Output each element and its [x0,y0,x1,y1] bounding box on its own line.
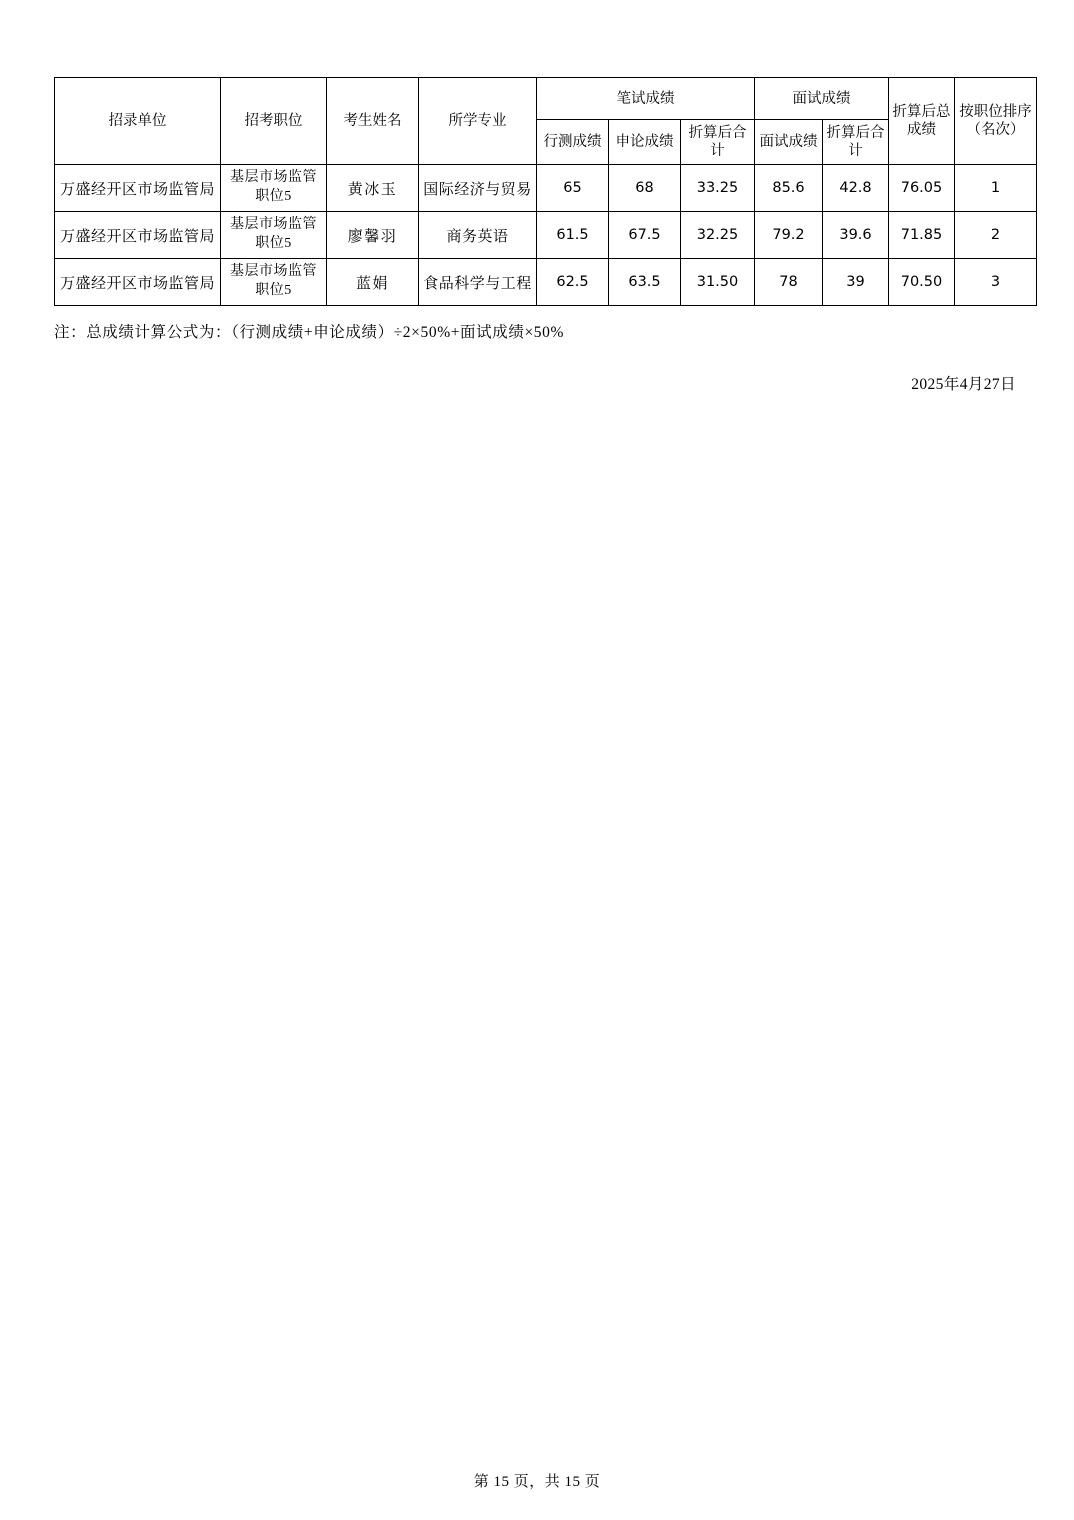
table-row [55,165,1037,212]
cell-name: 黄冰玉 [327,165,419,212]
header-total: 折算后总成绩 [889,78,955,165]
cell-name: 廖馨羽 [327,212,419,259]
cell-unit: 万盛经开区市场监管局 [55,165,221,212]
cell-position: 基层市场监管职位5 [221,212,327,259]
header-major: 所学专业 [419,78,537,165]
cell-written-shenlun: 67.5 [609,212,681,259]
header-written-converted: 折算后合计 [681,120,755,165]
cell-written-converted: 32.25 [681,212,755,259]
header-written-xingce: 行测成绩 [537,120,609,165]
cell-written-xingce: 61.5 [537,212,609,259]
header-interview-score: 面试成绩 [755,120,823,165]
cell-interview-score: 85.6 [755,165,823,212]
table-header [55,78,1037,165]
cell-rank: 2 [955,212,1037,259]
cell-rank: 3 [955,259,1037,306]
cell-interview-score: 79.2 [755,212,823,259]
cell-unit: 万盛经开区市场监管局 [55,212,221,259]
cell-written-shenlun: 63.5 [609,259,681,306]
cell-unit: 万盛经开区市场监管局 [55,259,221,306]
cell-written-xingce: 62.5 [537,259,609,306]
cell-major: 国际经济与贸易 [419,165,537,212]
cell-written-xingce: 65 [537,165,609,212]
header-rank: 按职位排序（名次） [955,78,1037,165]
table-body [55,165,1037,306]
header-written-shenlun: 申论成绩 [609,120,681,165]
scores-table [54,77,1037,306]
cell-major: 商务英语 [419,212,537,259]
cell-rank: 1 [955,165,1037,212]
document-date: 2025年4月27日 [911,376,1016,393]
cell-interview-score: 78 [755,259,823,306]
header-written-group: 笔试成绩 [537,78,755,120]
table-row [55,259,1037,306]
page-footer: 第 15 页，共 15 页 [473,1474,601,1490]
cell-total: 76.05 [889,165,955,212]
header-interview-group: 面试成绩 [755,78,889,120]
cell-interview-converted: 39 [823,259,889,306]
header-name: 考生姓名 [327,78,419,165]
cell-position: 基层市场监管职位5 [221,259,327,306]
cell-total: 71.85 [889,212,955,259]
cell-interview-converted: 42.8 [823,165,889,212]
table-row [55,212,1037,259]
table-header-row-1 [55,78,1037,120]
formula-note: 注：总成绩计算公式为：（行测成绩+申论成绩）÷2×50%+面试成绩×50% [54,324,564,341]
header-interview-converted: 折算后合计 [823,120,889,165]
cell-interview-converted: 39.6 [823,212,889,259]
header-position: 招考职位 [221,78,327,165]
cell-major: 食品科学与工程 [419,259,537,306]
cell-position: 基层市场监管职位5 [221,165,327,212]
cell-written-converted: 33.25 [681,165,755,212]
header-unit: 招录单位 [55,78,221,165]
cell-written-converted: 31.50 [681,259,755,306]
cell-name: 蓝娟 [327,259,419,306]
cell-total: 70.50 [889,259,955,306]
cell-written-shenlun: 68 [609,165,681,212]
